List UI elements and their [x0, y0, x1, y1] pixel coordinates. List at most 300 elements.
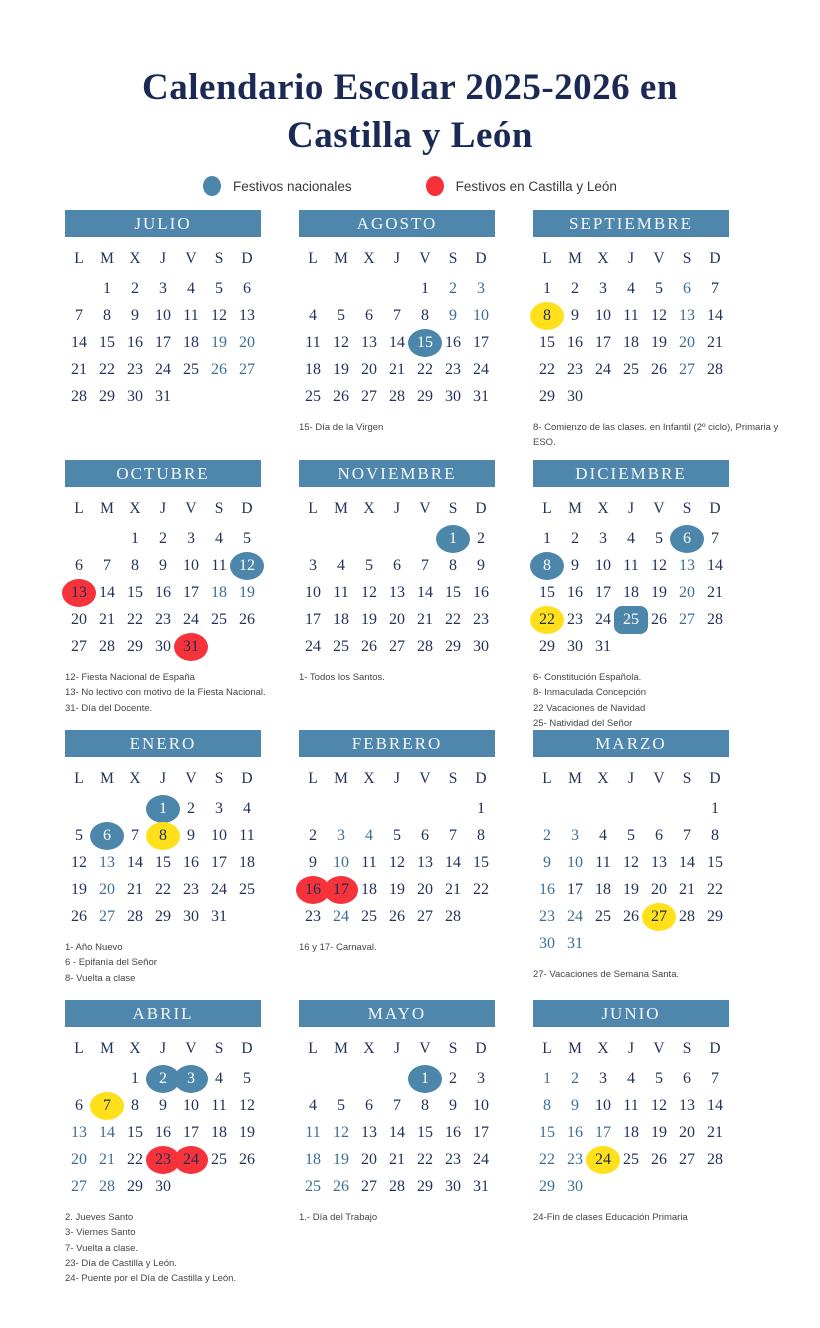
empty-cell — [121, 796, 149, 821]
day-cell: 8 — [543, 1096, 551, 1114]
day-cell: 28 — [389, 1177, 405, 1195]
day-cell: 14 — [707, 1096, 723, 1114]
month-junio — [533, 1000, 729, 1286]
day-cell: 17 — [595, 333, 611, 351]
day-cell: 10 — [305, 583, 321, 601]
day-cell: 15 — [473, 853, 489, 871]
day-cell: 26 — [239, 1150, 255, 1168]
day-cell: 10 — [473, 1096, 489, 1114]
empty-cell — [327, 796, 355, 821]
day-cell: 9 — [309, 853, 317, 871]
day-cell: 24 — [595, 610, 611, 628]
month-notes — [299, 670, 551, 685]
school-event-marker: 24 — [586, 1146, 620, 1174]
day-cell: 17 — [211, 853, 227, 871]
empty-cell — [299, 526, 327, 551]
day-grid — [65, 796, 261, 929]
weekday-header: X — [129, 499, 141, 517]
day-cell: 20 — [361, 1150, 377, 1168]
note-line: 2. Jueves Santo — [65, 1212, 134, 1224]
day-cell: 20 — [651, 880, 667, 898]
weekday-header: V — [185, 499, 197, 517]
day-cell: 24 — [333, 907, 349, 925]
day-cell: 14 — [99, 1123, 115, 1141]
day-cell: 21 — [417, 610, 433, 628]
day-cell — [533, 553, 561, 578]
day-cell: 25 — [361, 907, 377, 925]
day-grid — [65, 1066, 261, 1199]
day-cell: 12 — [333, 333, 349, 351]
note-line: 31- Día del Docente. — [65, 702, 153, 714]
empty-cell — [411, 526, 439, 551]
day-cell: 8 — [421, 306, 429, 324]
weekday-header-row — [533, 1036, 729, 1061]
day-cell: 29 — [417, 1177, 433, 1195]
day-cell: 12 — [239, 1096, 255, 1114]
day-cell: 4 — [599, 826, 607, 844]
day-cell: 18 — [595, 880, 611, 898]
day-cell: 11 — [361, 853, 377, 871]
weekday-header: S — [448, 769, 458, 787]
national-holiday-marker: 1 — [436, 525, 470, 553]
day-cell: 22 — [417, 360, 433, 378]
day-grid — [533, 276, 729, 409]
day-cell: 23 — [539, 907, 555, 925]
day-cell: 5 — [337, 306, 345, 324]
month-notes — [299, 940, 551, 955]
day-cell: 30 — [567, 637, 583, 655]
day-cell: 25 — [211, 610, 227, 628]
day-cell: 18 — [623, 1123, 639, 1141]
day-cell: 18 — [239, 853, 255, 871]
day-cell: 9 — [571, 306, 579, 324]
day-cell: 25 — [183, 360, 199, 378]
day-cell: 14 — [99, 583, 115, 601]
day-cell: 5 — [393, 826, 401, 844]
day-cell: 11 — [333, 583, 349, 601]
day-cell: 19 — [333, 1150, 349, 1168]
day-cell: 12 — [71, 853, 87, 871]
weekday-header: X — [129, 1039, 141, 1057]
empty-cell — [299, 276, 327, 301]
empty-cell — [93, 796, 121, 821]
weekday-header: M — [334, 249, 348, 267]
day-cell: 30 — [155, 1177, 171, 1195]
weekday-header: S — [448, 1039, 458, 1057]
weekday-header: X — [363, 499, 375, 517]
weekday-header: X — [597, 249, 609, 267]
day-cell — [533, 607, 561, 632]
day-cell: 21 — [71, 360, 87, 378]
empty-cell — [355, 276, 383, 301]
day-cell: 22 — [445, 610, 461, 628]
day-cell: 20 — [99, 880, 115, 898]
weekday-header: L — [74, 249, 84, 267]
note-line: 25- Natividad del Señor — [533, 717, 633, 729]
day-cell: 2 — [571, 279, 579, 297]
day-cell: 22 — [539, 1150, 555, 1168]
day-cell: 14 — [707, 306, 723, 324]
weekday-header: V — [419, 499, 431, 517]
day-cell: 1 — [477, 799, 485, 817]
day-cell: 2 — [477, 529, 485, 547]
note-line: 8- Comienzo de las clases. en Infantil (2º ciclo), Primaria y ESO. — [533, 422, 779, 449]
month-header: SEPTIEMBRE — [533, 210, 729, 237]
weekday-header: D — [709, 769, 721, 787]
day-cell: 21 — [445, 880, 461, 898]
day-cell: 16 — [445, 333, 461, 351]
day-cell — [149, 823, 177, 848]
weekday-header: D — [241, 1039, 253, 1057]
day-cell: 30 — [183, 907, 199, 925]
day-cell: 22 — [127, 610, 143, 628]
day-cell: 24 — [183, 610, 199, 628]
day-cell: 11 — [623, 556, 639, 574]
day-cell: 11 — [211, 1096, 227, 1114]
day-cell: 19 — [211, 333, 227, 351]
day-cell: 26 — [333, 1177, 349, 1195]
month-header: MAYO — [299, 1000, 495, 1027]
regional-holiday-marker: 24 — [174, 1146, 208, 1174]
day-cell: 15 — [707, 853, 723, 871]
day-cell: 22 — [539, 360, 555, 378]
weekday-header: V — [419, 1039, 431, 1057]
day-cell: 4 — [215, 529, 223, 547]
day-cell: 14 — [389, 1123, 405, 1141]
day-cell: 17 — [473, 1123, 489, 1141]
day-cell: 21 — [707, 1123, 723, 1141]
day-cell: 10 — [595, 306, 611, 324]
month-marzo — [533, 730, 729, 1000]
day-cell: 10 — [211, 826, 227, 844]
day-cell — [149, 796, 177, 821]
day-cell: 13 — [679, 306, 695, 324]
day-cell: 17 — [155, 333, 171, 351]
day-cell: 20 — [71, 610, 87, 628]
day-cell: 29 — [539, 1177, 555, 1195]
month-notes — [65, 1210, 317, 1286]
month-julio — [65, 210, 261, 460]
weekday-header: J — [627, 769, 635, 787]
empty-cell — [645, 796, 673, 821]
day-cell: 31 — [211, 907, 227, 925]
weekday-header: M — [334, 499, 348, 517]
day-cell: 10 — [595, 1096, 611, 1114]
day-cell: 12 — [651, 1096, 667, 1114]
month-header: FEBRERO — [299, 730, 495, 757]
weekday-header: S — [214, 1039, 224, 1057]
day-cell — [299, 877, 327, 902]
day-cell: 24 — [305, 637, 321, 655]
national-holiday-marker: 8 — [530, 552, 564, 580]
day-cell: 11 — [239, 826, 255, 844]
national-holiday-dot-icon — [203, 176, 221, 196]
day-cell: 2 — [309, 826, 317, 844]
weekday-header: L — [74, 1039, 84, 1057]
day-cell: 26 — [71, 907, 87, 925]
day-cell: 14 — [707, 556, 723, 574]
note-line: 3- Viernes Santo — [65, 1227, 136, 1239]
day-cell: 20 — [71, 1150, 87, 1168]
day-cell: 19 — [239, 1123, 255, 1141]
national-holiday-marker: 3 — [174, 1065, 208, 1093]
day-cell: 27 — [679, 360, 695, 378]
day-cell: 9 — [571, 556, 579, 574]
note-line: 24-Fin de clases Educación Primaria — [533, 1212, 688, 1224]
day-cell: 29 — [539, 637, 555, 655]
weekday-header: J — [627, 1039, 635, 1057]
day-cell: 10 — [183, 556, 199, 574]
day-cell — [149, 1147, 177, 1172]
month-febrero — [299, 730, 495, 1000]
day-cell: 11 — [305, 333, 321, 351]
day-cell: 17 — [595, 1123, 611, 1141]
day-cell: 11 — [211, 556, 227, 574]
month-notes — [533, 967, 785, 982]
day-cell: 23 — [155, 610, 171, 628]
day-cell: 14 — [127, 853, 143, 871]
day-cell: 3 — [571, 826, 579, 844]
day-cell: 29 — [127, 637, 143, 655]
day-cell: 12 — [389, 853, 405, 871]
weekday-header: L — [308, 769, 318, 787]
day-cell: 5 — [655, 1069, 663, 1087]
day-cell: 4 — [337, 556, 345, 574]
day-cell: 12 — [623, 853, 639, 871]
day-cell: 15 — [539, 1123, 555, 1141]
day-cell: 21 — [679, 880, 695, 898]
day-cell: 8 — [477, 826, 485, 844]
day-cell: 2 — [543, 826, 551, 844]
day-cell: 17 — [473, 333, 489, 351]
day-cell: 7 — [683, 826, 691, 844]
regional-holiday-marker: 17 — [324, 876, 358, 904]
weekday-header: L — [308, 1039, 318, 1057]
day-cell: 9 — [187, 826, 195, 844]
day-cell: 3 — [477, 279, 485, 297]
day-cell: 1 — [103, 279, 111, 297]
empty-cell — [299, 1066, 327, 1091]
weekday-header: X — [363, 249, 375, 267]
day-cell: 12 — [651, 306, 667, 324]
day-cell: 16 — [155, 583, 171, 601]
national-holiday-marker: 2 — [146, 1065, 180, 1093]
day-cell: 26 — [651, 1150, 667, 1168]
weekday-header: M — [100, 769, 114, 787]
empty-cell — [65, 276, 93, 301]
day-cell — [439, 526, 467, 551]
day-cell: 5 — [655, 279, 663, 297]
page-title — [0, 0, 820, 160]
day-cell: 6 — [683, 279, 691, 297]
day-cell: 13 — [389, 583, 405, 601]
weekday-header: M — [100, 499, 114, 517]
day-cell: 9 — [131, 306, 139, 324]
weekday-header: J — [393, 499, 401, 517]
weekday-header: V — [185, 1039, 197, 1057]
weekday-header: D — [241, 499, 253, 517]
day-cell: 1 — [543, 1069, 551, 1087]
school-event-marker: 27 — [642, 903, 676, 931]
day-cell: 23 — [473, 610, 489, 628]
regional-holiday-marker: 13 — [62, 579, 96, 607]
day-cell: 26 — [651, 360, 667, 378]
day-cell: 7 — [449, 826, 457, 844]
month-octubre — [65, 460, 266, 730]
day-cell: 18 — [623, 333, 639, 351]
regional-holiday-marker: 16 — [296, 876, 330, 904]
month-noviembre — [299, 460, 495, 730]
day-cell: 13 — [679, 1096, 695, 1114]
day-cell: 30 — [445, 387, 461, 405]
day-cell: 4 — [309, 1096, 317, 1114]
empty-cell — [439, 796, 467, 821]
empty-cell — [673, 796, 701, 821]
legend-label-national: Festivos nacionales — [233, 178, 352, 194]
day-cell: 26 — [389, 907, 405, 925]
day-cell: 5 — [365, 556, 373, 574]
day-cell: 26 — [239, 610, 255, 628]
day-cell: 14 — [679, 853, 695, 871]
day-cell: 2 — [159, 529, 167, 547]
weekday-header: J — [393, 1039, 401, 1057]
day-cell: 21 — [707, 333, 723, 351]
day-cell: 11 — [183, 306, 199, 324]
day-cell: 5 — [655, 529, 663, 547]
day-cell: 30 — [127, 387, 143, 405]
day-cell: 18 — [211, 1123, 227, 1141]
day-cell: 30 — [567, 1177, 583, 1195]
day-cell: 17 — [567, 880, 583, 898]
legend-item-national — [203, 176, 352, 196]
weekday-header: D — [475, 249, 487, 267]
weekday-header: X — [597, 769, 609, 787]
day-cell — [645, 904, 673, 929]
day-cell: 8 — [449, 556, 457, 574]
weekday-header: J — [159, 769, 167, 787]
empty-cell — [383, 796, 411, 821]
day-cell: 31 — [473, 387, 489, 405]
month-agosto — [299, 210, 495, 460]
weekday-header-row — [65, 1036, 261, 1061]
day-grid — [299, 276, 495, 409]
day-cell: 8 — [131, 556, 139, 574]
weekday-header-row — [533, 246, 729, 271]
weekday-header: J — [393, 249, 401, 267]
note-line: 12- Fiesta Nacional de España — [65, 672, 195, 684]
weekday-header: D — [475, 1039, 487, 1057]
day-cell: 24 — [473, 1150, 489, 1168]
day-cell: 28 — [679, 907, 695, 925]
day-cell: 9 — [159, 1096, 167, 1114]
day-cell: 11 — [623, 306, 639, 324]
national-holiday-marker: 6 — [670, 525, 704, 553]
day-cell: 23 — [127, 360, 143, 378]
day-cell: 20 — [361, 360, 377, 378]
day-cell: 16 — [567, 333, 583, 351]
day-cell: 23 — [445, 360, 461, 378]
day-cell: 16 — [155, 1123, 171, 1141]
day-cell: 24 — [473, 360, 489, 378]
month-header: OCTUBRE — [65, 460, 261, 487]
month-header: ABRIL — [65, 1000, 261, 1027]
month-notes — [533, 1210, 785, 1225]
day-cell — [411, 1066, 439, 1091]
day-cell: 8 — [103, 306, 111, 324]
weekday-header: V — [185, 769, 197, 787]
day-cell: 1 — [711, 799, 719, 817]
weekday-header: X — [363, 1039, 375, 1057]
day-cell: 6 — [421, 826, 429, 844]
weekday-header-row — [65, 496, 261, 521]
weekday-header: M — [568, 1039, 582, 1057]
day-cell: 18 — [623, 583, 639, 601]
weekday-header: S — [682, 249, 692, 267]
day-cell: 6 — [75, 556, 83, 574]
day-cell: 29 — [707, 907, 723, 925]
page-title-line1: Calendario Escolar 2025-2026 en — [142, 67, 678, 108]
day-cell: 27 — [361, 387, 377, 405]
empty-cell — [589, 796, 617, 821]
day-cell: 27 — [71, 637, 87, 655]
day-cell: 28 — [445, 907, 461, 925]
day-cell: 25 — [305, 1177, 321, 1195]
day-cell: 26 — [211, 360, 227, 378]
day-cell: 6 — [393, 556, 401, 574]
day-grid — [533, 526, 729, 659]
day-cell — [65, 580, 93, 605]
day-cell: 24 — [567, 907, 583, 925]
day-cell: 19 — [333, 360, 349, 378]
weekday-header: S — [682, 769, 692, 787]
day-cell: 29 — [445, 637, 461, 655]
day-cell: 6 — [683, 1069, 691, 1087]
day-cell: 3 — [599, 529, 607, 547]
day-grid — [533, 1066, 729, 1199]
day-cell: 15 — [99, 333, 115, 351]
day-cell: 24 — [211, 880, 227, 898]
day-cell: 16 — [567, 583, 583, 601]
day-cell: 18 — [305, 1150, 321, 1168]
day-cell: 22 — [707, 880, 723, 898]
month-notes — [65, 670, 317, 716]
weekday-header: X — [597, 499, 609, 517]
page-title-line2: Castilla y León — [287, 115, 533, 157]
national-holiday-marker: 6 — [90, 822, 124, 850]
day-cell: 21 — [99, 610, 115, 628]
weekday-header: X — [597, 1039, 609, 1057]
day-cell: 17 — [595, 583, 611, 601]
day-cell: 22 — [127, 1150, 143, 1168]
day-cell: 19 — [389, 880, 405, 898]
weekday-header: V — [419, 769, 431, 787]
weekday-header: M — [100, 1039, 114, 1057]
note-line: 1.- Día del Trabajo — [299, 1212, 378, 1224]
day-cell: 28 — [127, 907, 143, 925]
weekday-header: S — [448, 249, 458, 267]
day-cell: 28 — [707, 1150, 723, 1168]
day-cell: 5 — [337, 1096, 345, 1114]
note-line: 13- No lectivo con motivo de la Fiesta Nacional. — [65, 687, 266, 699]
empty-cell — [65, 796, 93, 821]
day-cell: 6 — [243, 279, 251, 297]
day-cell: 7 — [421, 556, 429, 574]
legend-label-regional: Festivos en Castilla y León — [455, 178, 617, 194]
day-cell: 3 — [187, 529, 195, 547]
note-line: 23- Día de Castilla y León. — [65, 1257, 177, 1269]
day-cell: 18 — [211, 583, 227, 601]
month-notes — [533, 420, 785, 450]
